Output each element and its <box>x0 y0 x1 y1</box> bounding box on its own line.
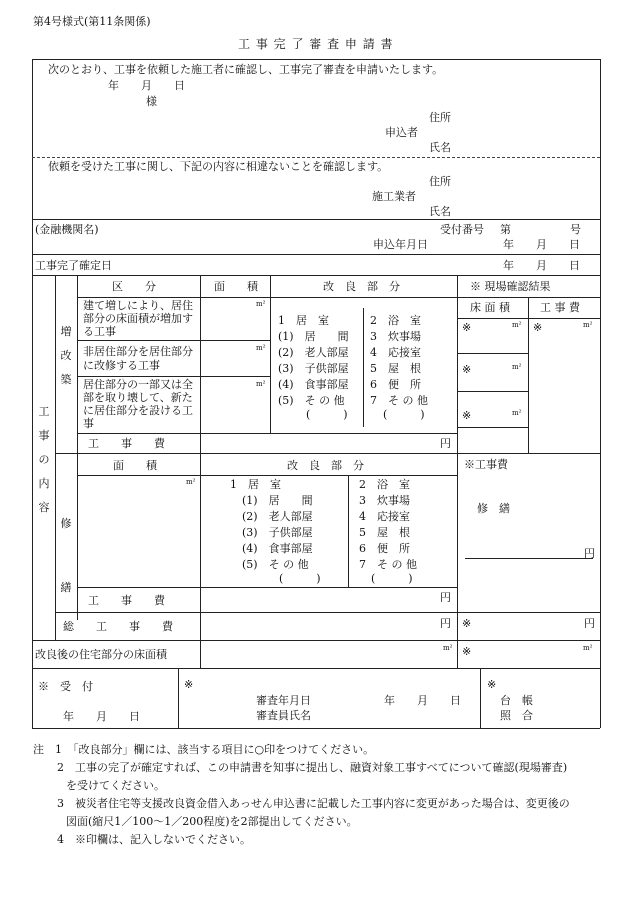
completion-date-label: 工事完了確定日 <box>35 259 112 272</box>
row-rebuild-text: 居住部分の一部又は全部を取り壊して、新たに居住部分を設ける工事 <box>83 378 193 430</box>
floor-after-label: 改良後の住宅部分の床面積 <box>35 648 167 661</box>
mark: ※ <box>533 321 543 334</box>
extension-cost-label: 工 事 費 <box>88 437 165 450</box>
sqm-unit: m² <box>583 644 593 652</box>
yen-unit: 円 <box>440 591 451 604</box>
sqm-unit: m² <box>583 321 593 329</box>
mark: ※ <box>462 645 472 658</box>
bank-institution-label: (金融機関名) <box>35 223 99 236</box>
review-date: 年 月 日 <box>384 694 461 707</box>
receipt-number-label: 受付番号 <box>440 223 484 236</box>
addressee-sama: 様 <box>146 95 157 108</box>
row-conversion-text: 非居住部分を居住部分に改修する工事 <box>83 345 193 372</box>
collation-label: 照 合 <box>500 709 533 722</box>
repair-kaizo-header: 改 良 部 分 <box>287 459 364 472</box>
sqm-unit: m² <box>512 409 522 417</box>
kaizo-header: 改 良 部 分 <box>323 280 400 293</box>
note-3: 3 被災者住宅等支援改良資金借入あっせん申込書に記載した工事内容に変更があった場合は、変更後の <box>57 797 570 810</box>
apply-date-label: 申込年月日 <box>373 238 428 251</box>
review-date-label: 審査年月日 <box>256 694 311 707</box>
request-date: 年 月 日 <box>108 79 185 92</box>
receipt-number-prefix: 第 <box>500 223 511 236</box>
mark: ※ <box>184 678 194 691</box>
yen-unit: 円 <box>440 617 451 630</box>
ledger-label: 台 帳 <box>500 694 533 707</box>
row-addition-text: 建て増しにより、居住部分の床面積が増加する工事 <box>83 299 193 338</box>
contractor-address-label: 住所 <box>429 175 451 188</box>
applicant-name-label: 氏名 <box>429 141 451 154</box>
kubun-header: 区 分 <box>112 280 156 293</box>
sqm-unit: m² <box>512 363 522 371</box>
note-1: 注 1 「改良部分」欄には、該当する項目に○印をつけてください。 <box>33 743 375 756</box>
mark: ※ <box>462 617 472 630</box>
note-3-cont: 図面(縮尺1／100〜1／200程度)を2部提出してください。 <box>66 815 358 828</box>
repair-cost-mark-label: ※工事費 <box>464 458 508 471</box>
mark: ※ <box>462 409 472 422</box>
apply-date: 年 月 日 <box>503 238 580 251</box>
reviewer-label: 審査員氏名 <box>256 709 311 722</box>
reception-label: ※ 受 付 <box>38 680 93 693</box>
note-4: 4 ※印欄は、記入しないでください。 <box>57 833 251 846</box>
contractor-label: 施工業者 <box>372 190 416 203</box>
sqm-unit: m² <box>256 344 266 352</box>
request-text: 次のとおり、工事を依頼した施工者に確認し、工事完了審査を申請いたします。 <box>48 63 444 76</box>
mark: ※ <box>462 321 472 334</box>
area-header: 面 積 <box>214 280 258 293</box>
applicant-address-label: 住所 <box>429 111 451 124</box>
sqm-unit: m² <box>186 478 196 486</box>
receipt-number-suffix: 号 <box>570 223 581 236</box>
construction-cost-header: 工 事 費 <box>540 301 580 314</box>
repair-area-header: 面 積 <box>113 459 157 472</box>
mark: ※ <box>462 363 472 376</box>
contractor-text: 依頼を受けた工事に関し、下記の内容に相違ないことを確認します。 <box>48 160 389 173</box>
sqm-unit: m² <box>512 321 522 329</box>
yen-unit: 円 <box>584 547 595 560</box>
note-2-cont: を受けてください。 <box>66 779 165 792</box>
reception-date: 年 月 日 <box>63 710 140 723</box>
applicant-label: 申込者 <box>385 126 418 139</box>
total-cost-label: 総 工 事 費 <box>63 620 173 633</box>
form-number: 第4号様式(第11条関係) <box>33 15 151 28</box>
extension-label: 増改築 <box>60 325 72 386</box>
field-check-header: ※ 現場確認結果 <box>470 280 551 293</box>
mark: ※ <box>487 678 497 691</box>
content-side-label: 工事の内容 <box>38 405 50 514</box>
yen-unit: 円 <box>440 437 451 450</box>
repair-word: 修 繕 <box>477 502 510 515</box>
completion-date: 年 月 日 <box>503 259 580 272</box>
contractor-name-label: 氏名 <box>429 205 451 218</box>
note-2: 2 工事の完了が確定すれば、この申請書を知事に提出し、融資対象工事すべてについて確認(現場審査) <box>57 761 568 774</box>
yen-unit: 円 <box>584 617 595 630</box>
floor-area-header: 床 面 積 <box>470 301 510 314</box>
sqm-unit: m² <box>256 380 266 388</box>
sqm-unit: m² <box>256 300 266 308</box>
repair-cost-label: 工 事 費 <box>88 594 165 607</box>
sqm-unit: m² <box>443 644 453 652</box>
repair-label: 修繕 <box>60 517 72 594</box>
page-title: 工 事 完 了 審 査 申 請 書 <box>238 37 394 51</box>
